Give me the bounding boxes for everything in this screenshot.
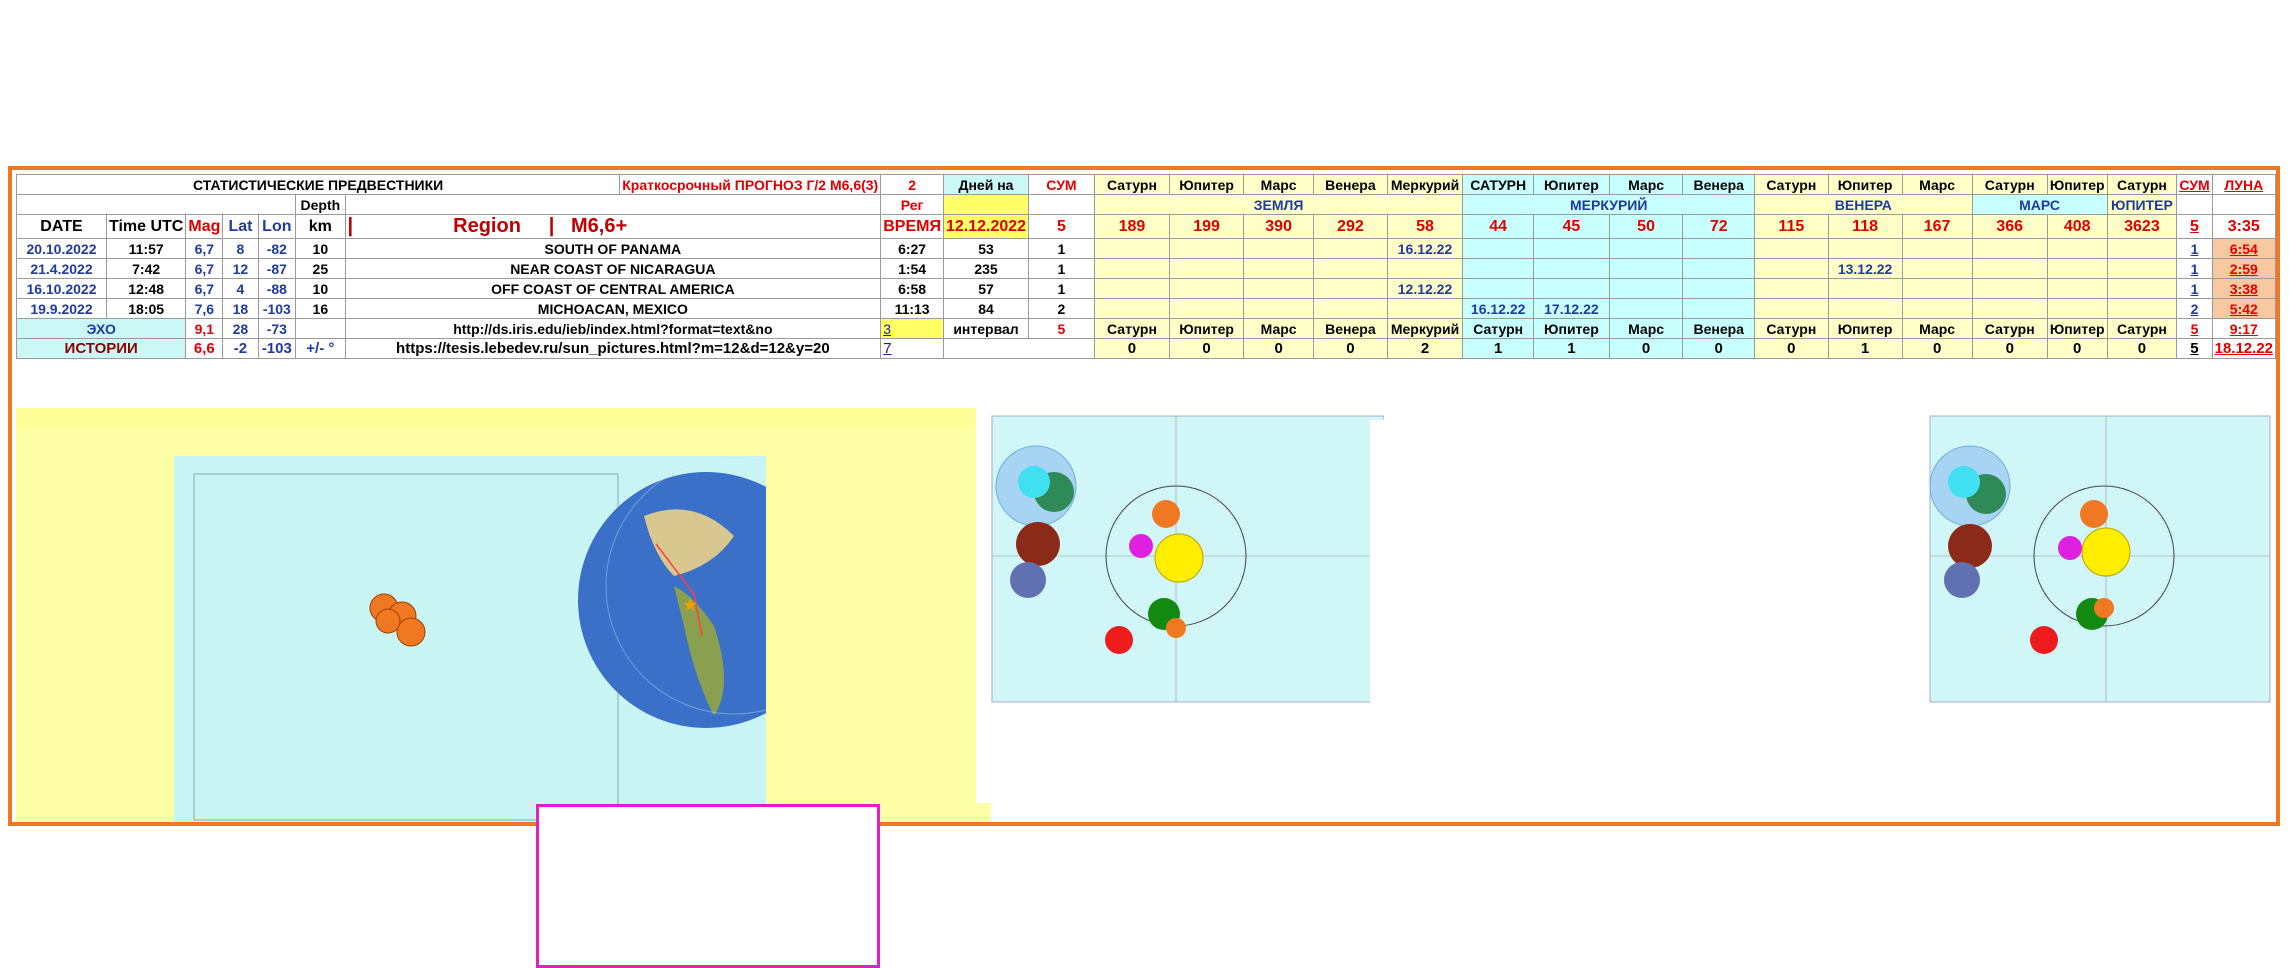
event-sum: 1 xyxy=(1029,279,1095,299)
days-header: Дней на xyxy=(943,175,1028,195)
event-date: 16.10.2022 xyxy=(17,279,107,299)
hist-lat: -2 xyxy=(223,339,258,359)
planet-period: 45 xyxy=(1534,215,1610,239)
planet-mark xyxy=(2107,299,2177,319)
echo-s: 5 xyxy=(2177,319,2212,339)
planet-mark xyxy=(1828,299,1902,319)
event-days: 84 xyxy=(943,299,1028,319)
planet-mark xyxy=(1609,299,1683,319)
echo-planet: Юпитер xyxy=(1828,319,1902,339)
planet-mark xyxy=(1094,299,1169,319)
depth-header: Depth xyxy=(296,195,345,215)
event-t: 11:13 xyxy=(881,299,944,319)
planet-mark xyxy=(1972,239,2047,259)
planet-mark xyxy=(1094,239,1169,259)
main-frame xyxy=(8,166,2280,826)
planet-period: 390 xyxy=(1244,215,1314,239)
planet-mark xyxy=(1683,259,1755,279)
event-region: NEAR COAST OF NICARAGUA xyxy=(345,259,881,279)
planet-mark xyxy=(1170,299,1244,319)
planet-mark xyxy=(1755,239,1828,259)
planet-mark xyxy=(1170,259,1244,279)
event-moon: 2:59 xyxy=(2212,259,2275,279)
event-t: 1:54 xyxy=(881,259,944,279)
hist-value: 0 xyxy=(1314,339,1388,359)
orbit-panel-2 xyxy=(1916,408,2274,803)
echo-planet: Сатурн xyxy=(1972,319,2047,339)
group-venus: ВЕНЕРА xyxy=(1755,195,1973,215)
planet-header: Марс xyxy=(1609,175,1683,195)
per-header: Рег xyxy=(881,195,944,215)
echo-planet: Марс xyxy=(1902,319,1972,339)
echo-planet: Юпитер xyxy=(1170,319,1244,339)
hist-value: 0 xyxy=(1170,339,1244,359)
planet-mark xyxy=(1244,279,1314,299)
ds-link: http://ds.iris.edu/ieb/index.html?format=text&no xyxy=(345,319,881,339)
event-moon: 6:54 xyxy=(2212,239,2275,259)
header-row-2 xyxy=(17,195,2276,215)
planet-header: Марс xyxy=(1244,175,1314,195)
planet-mark xyxy=(1972,279,2047,299)
event-moon: 3:38 xyxy=(2212,279,2275,299)
planet-mark xyxy=(1463,239,1534,259)
planet-mark xyxy=(1314,259,1388,279)
echo-label: ЭХО xyxy=(17,319,186,339)
event-days: 53 xyxy=(943,239,1028,259)
echo-planet: Юпитер xyxy=(2047,319,2107,339)
planet-mark xyxy=(1314,279,1388,299)
forecast-box xyxy=(536,804,880,968)
planet-header: Сатурн xyxy=(1094,175,1169,195)
planet-header: Юпитер xyxy=(1534,175,1610,195)
event-depth: 16 xyxy=(296,299,345,319)
planet-header: Венера xyxy=(1314,175,1388,195)
event-time: 12:48 xyxy=(106,279,185,299)
planet-mark xyxy=(1609,239,1683,259)
event-sum: 1 xyxy=(1029,259,1095,279)
planet-header: Юпитер xyxy=(1828,175,1902,195)
five-header: 5 xyxy=(1029,215,1095,239)
event-mag: 6,7 xyxy=(186,259,223,279)
planet-mark xyxy=(1755,259,1828,279)
header-row-3 xyxy=(17,215,2276,239)
planet-period: 50 xyxy=(1609,215,1683,239)
planet-period: 189 xyxy=(1094,215,1169,239)
echo-lon: -73 xyxy=(258,319,296,339)
planet-period: 3623 xyxy=(2107,215,2177,239)
hist-value: 0 xyxy=(1244,339,1314,359)
planet-mark xyxy=(1534,239,1610,259)
event-row xyxy=(17,279,2276,299)
planet-mark xyxy=(1314,239,1388,259)
planet-mark xyxy=(2047,259,2107,279)
hist-value: 2 xyxy=(1387,339,1463,359)
bar-panel xyxy=(1370,420,1916,804)
hist-value: 0 xyxy=(1755,339,1828,359)
echo-planet: Сатурн xyxy=(1755,319,1828,339)
forecast-n: 2 xyxy=(881,175,944,195)
hist-n[interactable]: 7 xyxy=(881,339,944,359)
planet-mark xyxy=(1387,259,1463,279)
planet-header: Юпитер xyxy=(2047,175,2107,195)
event-date: 19.9.2022 xyxy=(17,299,107,319)
planet-mark xyxy=(1463,259,1534,279)
echo-mag: 9,1 xyxy=(186,319,223,339)
orbit-chart-2 xyxy=(1916,408,2274,708)
header-row-1 xyxy=(17,175,2276,195)
planet-mark xyxy=(2107,279,2177,299)
planet-mark xyxy=(1314,299,1388,319)
event-region: SOUTH OF PANAMA xyxy=(345,239,881,259)
hist-value: 1 xyxy=(1463,339,1534,359)
hist-value: 0 xyxy=(1683,339,1755,359)
event-lat: 8 xyxy=(223,239,258,259)
hist-value: 0 xyxy=(2047,339,2107,359)
time2-header: ВРЕМЯ xyxy=(881,215,944,239)
planet-header: САТУРН xyxy=(1463,175,1534,195)
echo-planet: Сатурн xyxy=(1094,319,1169,339)
hist-value: 1 xyxy=(1534,339,1610,359)
event-mag: 7,6 xyxy=(186,299,223,319)
lon-header: Lon xyxy=(258,215,296,239)
event-date: 21.4.2022 xyxy=(17,259,107,279)
planet-mark xyxy=(1463,279,1534,299)
planet-mark xyxy=(1683,279,1755,299)
event-region: OFF COAST OF CENTRAL AMERICA xyxy=(345,279,881,299)
planet-mark xyxy=(1534,279,1610,299)
event-lon: -88 xyxy=(258,279,296,299)
event-time: 7:42 xyxy=(106,259,185,279)
event-s: 1 xyxy=(2177,279,2212,299)
hist-moon: 18.12.22 xyxy=(2212,339,2275,359)
event-row xyxy=(17,239,2276,259)
table-title: СТАТИСТИЧЕСКИЕ ПРЕДВЕСТНИКИ xyxy=(17,175,620,195)
echo-lat: 28 xyxy=(223,319,258,339)
hist-value: 0 xyxy=(1094,339,1169,359)
echo-moon: 9:17 xyxy=(2212,319,2275,339)
planet-mark xyxy=(1755,299,1828,319)
km-header: km xyxy=(296,215,345,239)
event-mag: 6,7 xyxy=(186,279,223,299)
s-header: 5 xyxy=(2177,215,2212,239)
mag-header: Mag xyxy=(186,215,223,239)
planet-mark xyxy=(1244,259,1314,279)
tesis-link: https://tesis.lebedev.ru/sun_pictures.html?m=12&d=12&y=20 xyxy=(345,339,881,359)
predictor-table xyxy=(16,174,2276,359)
planet-period: 115 xyxy=(1755,215,1828,239)
event-lon: -87 xyxy=(258,259,296,279)
planet-mark: 12.12.22 xyxy=(1387,279,1463,299)
planet-mark xyxy=(1387,299,1463,319)
planet-mark xyxy=(1170,239,1244,259)
planet-mark xyxy=(1170,279,1244,299)
planet-period: 72 xyxy=(1683,215,1755,239)
planet-mark xyxy=(1755,279,1828,299)
echo-five: 5 xyxy=(1029,319,1095,339)
event-depth: 10 xyxy=(296,279,345,299)
planet-mark xyxy=(1828,239,1902,259)
harmonics-bar xyxy=(16,408,991,430)
hist-mag: 6,6 xyxy=(186,339,223,359)
hist-lon: -103 xyxy=(258,339,296,359)
planet-mark xyxy=(2047,279,2107,299)
planet-mark xyxy=(1609,279,1683,299)
event-depth: 25 xyxy=(296,259,345,279)
orbit-chart-1 xyxy=(976,408,1384,708)
event-region: MICHOACAN, MEXICO xyxy=(345,299,881,319)
lat-header: Lat xyxy=(223,215,258,239)
echo-n[interactable]: 3 xyxy=(881,319,944,339)
planet-mark xyxy=(2047,299,2107,319)
planet-header: Сатурн xyxy=(2107,175,2177,195)
echo-planet: Меркурий xyxy=(1387,319,1463,339)
event-days: 235 xyxy=(943,259,1028,279)
sum-header: СУМ xyxy=(1029,175,1095,195)
hist-value: 1 xyxy=(1828,339,1902,359)
event-lat: 12 xyxy=(223,259,258,279)
moon-value: 3:35 xyxy=(2212,215,2275,239)
planet-mark xyxy=(1683,239,1755,259)
planet-header: Марс xyxy=(1902,175,1972,195)
echo-planet: Юпитер xyxy=(1534,319,1610,339)
hist-value: 0 xyxy=(1609,339,1683,359)
echo-planet: Марс xyxy=(1244,319,1314,339)
echo-interval: интервал xyxy=(943,319,1028,339)
event-t: 6:27 xyxy=(881,239,944,259)
planet-mark xyxy=(2107,239,2177,259)
hist-value: 0 xyxy=(1902,339,1972,359)
epicenter-map xyxy=(174,456,766,822)
event-row xyxy=(17,259,2276,279)
event-depth: 10 xyxy=(296,239,345,259)
planet-header: Юпитер xyxy=(1170,175,1244,195)
forecast-cell: Краткосрочный ПРОГНОЗ Г/2 М6,6(3) xyxy=(620,175,881,195)
event-date: 20.10.2022 xyxy=(17,239,107,259)
group-jupiter: ЮПИТЕР xyxy=(2107,195,2177,215)
planet-mark xyxy=(2107,259,2177,279)
planet-mark xyxy=(1902,259,1972,279)
svg-text:★: ★ xyxy=(682,595,699,615)
hist-row xyxy=(17,339,2276,359)
echo-planet: Марс xyxy=(1609,319,1683,339)
event-lon: -82 xyxy=(258,239,296,259)
echo-planet: Венера xyxy=(1683,319,1755,339)
planet-mark: 13.12.22 xyxy=(1828,259,1902,279)
planet-header: Сатурн xyxy=(1755,175,1828,195)
planet-mark xyxy=(1972,259,2047,279)
planet-header: Меркурий xyxy=(1387,175,1463,195)
event-days: 57 xyxy=(943,279,1028,299)
planet-header: Венера xyxy=(1683,175,1755,195)
planet-period: 292 xyxy=(1314,215,1388,239)
planet-period: 366 xyxy=(1972,215,2047,239)
planet-mark xyxy=(1609,259,1683,279)
hist-label: ИСТОРИИ xyxy=(17,339,186,359)
date-header: DATE xyxy=(17,215,107,239)
planet-period: 167 xyxy=(1902,215,1972,239)
planet-period: 58 xyxy=(1387,215,1463,239)
planet-mark xyxy=(1902,239,1972,259)
planet-period: 44 xyxy=(1463,215,1534,239)
planet-period: 408 xyxy=(2047,215,2107,239)
event-lon: -103 xyxy=(258,299,296,319)
event-lat: 4 xyxy=(223,279,258,299)
hist-s: 5 xyxy=(2177,339,2212,359)
sum2-header: СУМ xyxy=(2177,175,2212,195)
group-mercury: МЕРКУРИЙ xyxy=(1463,195,1755,215)
group-mars: МАРС xyxy=(1972,195,2107,215)
planet-mark xyxy=(1683,299,1755,319)
event-s: 1 xyxy=(2177,259,2212,279)
event-time: 11:57 xyxy=(106,239,185,259)
hist-pm: +/- ° xyxy=(296,339,345,359)
event-time: 18:05 xyxy=(106,299,185,319)
map-panel xyxy=(16,430,991,822)
day-header: 12.12.2022 xyxy=(943,215,1028,239)
event-lat: 18 xyxy=(223,299,258,319)
moon-header: ЛУНА xyxy=(2212,175,2275,195)
planet-period: 118 xyxy=(1828,215,1902,239)
echo-row xyxy=(17,319,2276,339)
planet-mark: 16.12.22 xyxy=(1387,239,1463,259)
planet-mark xyxy=(1902,279,1972,299)
time-header: Time UTC xyxy=(106,215,185,239)
planet-mark xyxy=(1094,279,1169,299)
hist-value: 0 xyxy=(1972,339,2047,359)
planet-mark xyxy=(1828,279,1902,299)
event-moon: 5:42 xyxy=(2212,299,2275,319)
planet-mark: 17.12.22 xyxy=(1534,299,1610,319)
planet-mark xyxy=(1972,299,2047,319)
event-sum: 1 xyxy=(1029,239,1095,259)
event-row xyxy=(17,299,2276,319)
planet-mark xyxy=(1094,259,1169,279)
planet-mark: 16.12.22 xyxy=(1463,299,1534,319)
event-mag: 6,7 xyxy=(186,239,223,259)
hist-value: 0 xyxy=(2107,339,2177,359)
planet-mark xyxy=(1902,299,1972,319)
event-t: 6:58 xyxy=(881,279,944,299)
echo-planet: Венера xyxy=(1314,319,1388,339)
planet-mark xyxy=(1534,259,1610,279)
planet-header: Сатурн xyxy=(1972,175,2047,195)
planet-period: 199 xyxy=(1170,215,1244,239)
region-header: | Region | М6,6+ xyxy=(345,215,881,239)
orbit-panel-1 xyxy=(976,408,1384,803)
planet-mark xyxy=(2047,239,2107,259)
event-s: 1 xyxy=(2177,239,2212,259)
echo-planet: Сатурн xyxy=(2107,319,2177,339)
echo-planet: Сатурн xyxy=(1463,319,1534,339)
event-sum: 2 xyxy=(1029,299,1095,319)
planet-mark xyxy=(1244,239,1314,259)
event-s: 2 xyxy=(2177,299,2212,319)
planet-mark xyxy=(1244,299,1314,319)
group-earth: ЗЕМЛЯ xyxy=(1094,195,1462,215)
bar-chart xyxy=(1370,520,1916,800)
